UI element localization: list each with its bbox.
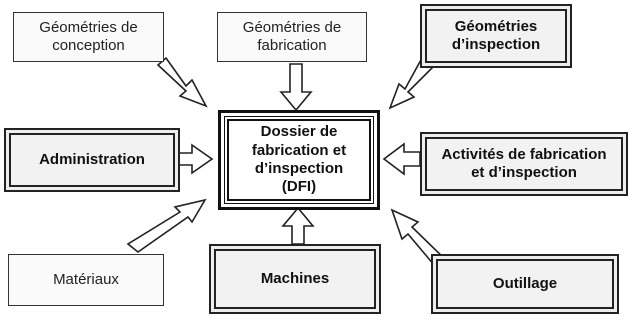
box-activites: [420, 132, 628, 196]
arrow-materiaux: [128, 200, 205, 252]
box-machines: [209, 244, 381, 314]
machines-label: Machines: [260, 270, 330, 287]
activites-label: Activités de fabrication et d’inspection: [441, 146, 607, 181]
administration-label: Administration: [39, 151, 145, 168]
arrow-machines: [283, 208, 313, 244]
geometries-inspection-label: Géométries d’inspection: [451, 18, 541, 53]
arrow-fabrication: [281, 64, 311, 110]
arrow-activites: [384, 144, 420, 174]
geometries-conception-label: Géométries de conception: [39, 19, 138, 54]
geometries-fabrication-label: Géométries de fabrication: [242, 19, 342, 54]
box-dfi-center: [218, 110, 380, 210]
box-geometries-conception: [13, 12, 164, 62]
dfi-label: Dossier de fabrication et d’inspection (DFI): [251, 123, 347, 196]
box-geometries-inspection: [420, 4, 572, 68]
outillage-label: Outillage: [492, 275, 558, 292]
box-geometries-fabrication: [217, 12, 367, 62]
box-outillage: [431, 254, 619, 314]
box-administration: [4, 128, 180, 192]
materiaux-label: Matériaux: [53, 271, 119, 289]
arrow-conception: [158, 58, 206, 106]
box-materiaux: [8, 254, 164, 306]
